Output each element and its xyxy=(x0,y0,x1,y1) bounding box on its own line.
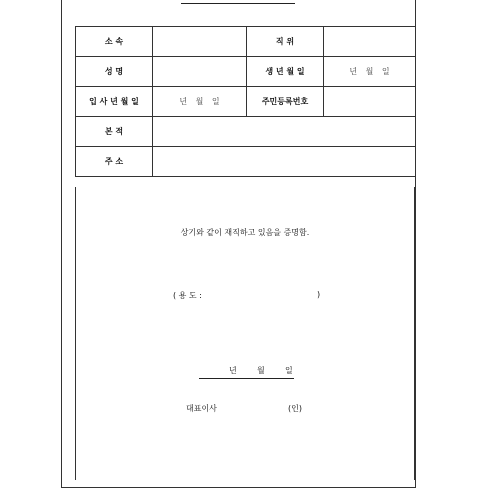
table-row xyxy=(76,87,416,117)
purpose-label: ( 용 도 : xyxy=(173,291,202,300)
resident-number-value-cell[interactable] xyxy=(324,87,416,117)
purpose-close-paren: ) xyxy=(317,290,321,299)
registered-domicile-label: 본 적 xyxy=(76,117,153,147)
hire-date-label: 입 사 년 월 일 xyxy=(76,87,153,117)
address-value-cell[interactable] xyxy=(153,147,416,177)
ceo-signature-line xyxy=(186,403,302,414)
certification-statement: 상기와 같이 재직하고 있음을 증명함. xyxy=(180,228,310,237)
employee-info-table xyxy=(75,26,416,177)
ceo-label: 대표이사 xyxy=(186,404,217,413)
table-row xyxy=(76,57,416,87)
hire-date-value[interactable]: 년 월 일 xyxy=(153,87,247,117)
birthdate-value[interactable]: 년 월 일 xyxy=(324,57,416,87)
department-label: 소 속 xyxy=(76,27,153,57)
table-row xyxy=(76,147,416,177)
department-value-cell[interactable] xyxy=(153,27,247,57)
date-year-label: 년 xyxy=(229,366,237,375)
date-month-label: 월 xyxy=(257,366,265,375)
resident-number-label: 주민등록번호 xyxy=(247,87,324,117)
purpose-line xyxy=(173,290,321,301)
table-row xyxy=(76,27,416,57)
position-value-cell[interactable] xyxy=(324,27,416,57)
name-value-cell[interactable] xyxy=(153,57,247,87)
birthdate-label: 생 년 월 일 xyxy=(247,57,324,87)
address-label: 주 소 xyxy=(76,147,153,177)
name-label: 성 명 xyxy=(76,57,153,87)
title-underline xyxy=(181,3,295,4)
date-day-label: 일 xyxy=(285,366,293,375)
certificate-body xyxy=(75,187,415,480)
position-label: 직 위 xyxy=(247,27,324,57)
registered-domicile-value-cell[interactable] xyxy=(153,117,416,147)
seal-label: (인) xyxy=(288,404,302,413)
issue-date-line[interactable] xyxy=(199,365,294,379)
table-row xyxy=(76,117,416,147)
